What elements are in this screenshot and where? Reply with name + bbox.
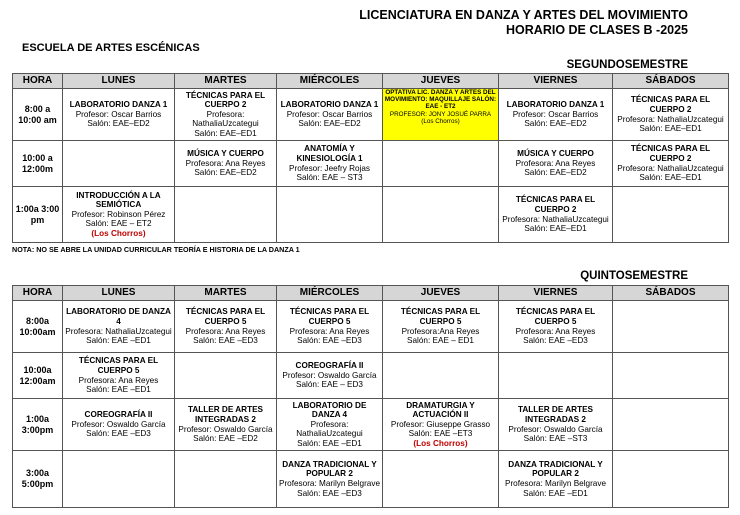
class-cell xyxy=(277,399,383,451)
column-header: VIERNES xyxy=(499,286,613,301)
class-detail: Profesor: Giuseppe Grasso xyxy=(390,419,491,429)
class-detail: Salón: EAE – ET2 xyxy=(85,219,152,229)
class-detail: Profesora: NathaliaUzcategui xyxy=(192,109,259,129)
class-detail: Salón: EAE –ED3 xyxy=(523,336,588,346)
column-header: MARTES xyxy=(175,74,277,89)
schedule-row xyxy=(13,141,729,187)
column-header: JUEVES xyxy=(383,286,499,301)
class-detail: Salón: EAE – ST3 xyxy=(296,173,363,183)
class-cell xyxy=(499,187,613,243)
class-detail: Salón: EAE –ED1 xyxy=(297,438,362,448)
class-title: MÚSICA Y CUERPO xyxy=(517,149,594,159)
class-detail: Profesora: NathaliaUzcategui xyxy=(296,419,363,439)
column-header: SÁBADOS xyxy=(613,74,729,89)
empty-cell xyxy=(613,187,729,243)
empty-cell xyxy=(613,301,729,353)
class-cell xyxy=(175,399,277,451)
class-title: COREOGRAFÍA II xyxy=(84,410,153,420)
class-detail: Profesor: Oswaldo García xyxy=(71,419,166,429)
schedule-table-sem2 xyxy=(12,73,729,243)
class-detail: Profesor: Oswaldo García xyxy=(508,424,603,434)
class-detail: Salón: EAE–ED2 xyxy=(524,119,587,129)
class-detail: Salón: EAE –ED3 xyxy=(297,336,362,346)
empty-cell xyxy=(277,187,383,243)
empty-cell xyxy=(613,353,729,399)
class-detail: Salón: EAE–ED2 xyxy=(194,168,257,178)
note-text: NOTA: NO SE ABRE LA UNIDAD CURRICULAR TEORÍA E HISTORIA DE LA DANZA 1 xyxy=(12,245,300,254)
class-detail: Salón: EAE –ED3 xyxy=(297,488,362,498)
semester-label-2: SEGUNDOSEMESTRE xyxy=(566,59,688,71)
class-detail: Salón: EAE–ED1 xyxy=(639,124,702,134)
class-title: LABORATORIO DE DANZA 4 xyxy=(66,307,171,326)
class-detail: Profesor: Oscar Barrios xyxy=(75,109,162,119)
class-detail: Profesor: Oscar Barrios xyxy=(286,109,373,119)
class-cell xyxy=(63,301,175,353)
class-cell xyxy=(277,353,383,399)
class-title: TÉCNICAS PARA EL CUERPO 2 xyxy=(515,195,596,214)
class-detail: Profesora: Ana Reyes xyxy=(185,158,266,168)
class-detail: Profesora: NathaliaUzcategui xyxy=(617,114,724,124)
class-detail: Profesora: Ana Reyes xyxy=(515,326,596,336)
class-detail: Salón: EAE –ED1 xyxy=(523,488,588,498)
class-cell xyxy=(613,141,729,187)
class-detail: Profesora: Ana Reyes xyxy=(78,375,159,385)
class-detail: Profesor: Oswaldo García xyxy=(282,370,377,380)
schedule-row xyxy=(13,451,729,508)
class-title: TALLER DE ARTES INTEGRADAS 2 xyxy=(187,405,264,424)
class-cell xyxy=(277,89,383,141)
class-title: ANATOMÍA Y KINESIOLOGÍA 1 xyxy=(296,144,363,163)
class-cell xyxy=(499,89,613,141)
class-detail: Profesora: NathaliaUzcategui xyxy=(617,163,724,173)
class-title: INTRODUCCIÓN A LA SEMIÓTICA xyxy=(76,190,161,210)
class-title: TÉCNICAS PARA EL CUERPO 5 xyxy=(400,307,481,326)
column-header: VIERNES xyxy=(499,74,613,89)
empty-cell xyxy=(383,451,499,508)
column-header: HORA xyxy=(13,74,63,89)
column-header: MIÉRCOLES xyxy=(277,74,383,89)
empty-cell xyxy=(383,353,499,399)
class-detail: Salón: EAE –ED3 xyxy=(193,336,258,346)
class-detail: Salón: EAE–ED1 xyxy=(524,224,587,234)
empty-cell xyxy=(175,353,277,399)
class-title: TÉCNICAS PARA EL CUERPO 5 xyxy=(185,307,266,326)
class-title: LABORATORIO DANZA 1 xyxy=(506,100,605,110)
class-detail: Salón: EAE –ED2 xyxy=(193,434,258,444)
location-note: (Los Chorros) xyxy=(421,117,460,125)
schedule-row xyxy=(13,89,729,141)
column-header: JUEVES xyxy=(383,74,499,89)
column-header: LUNES xyxy=(63,286,175,301)
class-detail: Salón: EAE –ET3 xyxy=(408,429,473,439)
class-detail: Profesora: Marilyn Belgrave xyxy=(278,479,381,488)
class-title: MÚSICA Y CUERPO xyxy=(187,149,264,159)
class-title: TÉCNICAS PARA EL CUERPO 5 xyxy=(289,307,370,326)
class-detail: Profesora: Ana Reyes xyxy=(515,158,596,168)
class-cell xyxy=(63,353,175,399)
class-title: DANZA TRADICIONAL Y POPULAR 2 xyxy=(282,459,377,479)
class-detail: Salón: EAE –ED3 xyxy=(86,429,151,439)
class-cell xyxy=(499,301,613,353)
class-cell xyxy=(499,399,613,451)
class-cell xyxy=(277,301,383,353)
column-header: MARTES xyxy=(175,286,277,301)
empty-cell xyxy=(175,451,277,508)
class-cell xyxy=(175,141,277,187)
schedule-table-sem5 xyxy=(12,285,729,508)
title-line-2: HORARIO DE CLASES B -2025 xyxy=(506,23,688,37)
class-detail: Profesor: Jeefry Rojas xyxy=(289,163,370,173)
class-detail: Salón: EAE –ST3 xyxy=(523,434,588,444)
class-detail: Profesor: Oscar Barrios xyxy=(512,109,599,119)
class-cell xyxy=(499,141,613,187)
schedule-row xyxy=(13,353,729,399)
class-cell xyxy=(383,399,499,451)
class-detail: Profesora: NathaliaUzcategui xyxy=(502,214,609,224)
class-detail: Salón: EAE –ED1 xyxy=(86,385,151,395)
class-detail: Salón: EAE – ED3 xyxy=(296,380,363,390)
class-title: DRAMATURGIA Y ACTUACIÓN II xyxy=(406,400,475,420)
column-header: SÁBADOS xyxy=(613,286,729,301)
class-detail: Profesora: Marilyn Belgrave xyxy=(504,479,607,488)
class-detail: Profesor: Oswaldo García xyxy=(178,424,273,434)
class-title: TÉCNICAS PARA EL CUERPO 5 xyxy=(78,356,159,375)
school-name: ESCUELA DE ARTES ESCÉNICAS xyxy=(22,42,200,54)
class-title: TALLER DE ARTES INTEGRADAS 2 xyxy=(517,405,594,424)
location-note: (Los Chorros) xyxy=(413,438,468,448)
empty-cell xyxy=(613,399,729,451)
time-slot: 3:00a 5:00pm xyxy=(13,451,63,508)
class-cell xyxy=(63,89,175,141)
class-detail: Profesora: NathaliaUzcategui xyxy=(65,326,172,336)
empty-cell xyxy=(175,187,277,243)
class-title: TÉCNICAS PARA EL CUERPO 2 xyxy=(630,144,711,163)
schedule-row xyxy=(13,187,729,243)
class-title: TÉCNICAS PARA EL CUERPO 2 xyxy=(185,90,266,110)
class-title: TÉCNICAS PARA EL CUERPO 5 xyxy=(515,307,596,326)
empty-cell xyxy=(383,187,499,243)
class-title: TÉCNICAS PARA EL CUERPO 2 xyxy=(630,95,711,114)
class-title: COREOGRAFÍA II xyxy=(295,361,364,371)
class-cell xyxy=(383,89,499,141)
class-cell xyxy=(277,141,383,187)
class-detail: Profesora:Ana Reyes xyxy=(401,326,480,336)
class-detail: Salón: EAE –ED1 xyxy=(86,336,151,346)
title-line-1: LICENCIATURA EN DANZA Y ARTES DEL MOVIMIENTO xyxy=(359,8,688,22)
column-header: MIÉRCOLES xyxy=(277,286,383,301)
empty-cell xyxy=(63,451,175,508)
class-cell xyxy=(383,301,499,353)
time-slot: 1:00a 3:00pm xyxy=(13,399,63,451)
document-title xyxy=(359,8,688,38)
empty-cell xyxy=(63,141,175,187)
class-title: DANZA TRADICIONAL Y POPULAR 2 xyxy=(508,459,603,479)
class-cell xyxy=(63,399,175,451)
class-detail: Profesora: Ana Reyes xyxy=(185,326,266,336)
class-cell xyxy=(63,187,175,243)
class-title: OPTATIVA LIC. DANZA Y ARTES DEL MOVIMIENTO: MAQUILLAJE SALÓN: EAE - ET2 xyxy=(384,89,497,111)
header-row xyxy=(13,286,729,301)
time-slot: 8:00 a 10:00 am xyxy=(13,89,63,141)
class-detail: Salón: EAE–ED1 xyxy=(194,128,257,138)
column-header: HORA xyxy=(13,286,63,301)
class-title: LABORATORIO DANZA 1 xyxy=(69,100,168,110)
column-header: LUNES xyxy=(63,74,175,89)
schedule-row xyxy=(13,301,729,353)
class-detail: Profesor: Robinson Pérez xyxy=(71,209,166,219)
empty-cell xyxy=(499,353,613,399)
class-title: LABORATORIO DE DANZA 4 xyxy=(292,400,367,420)
schedule-row xyxy=(13,399,729,451)
class-cell xyxy=(175,301,277,353)
class-cell xyxy=(175,89,277,141)
class-cell xyxy=(277,451,383,508)
class-detail: Salón: EAE–ED1 xyxy=(639,173,702,183)
location-note: (Los Chorros) xyxy=(91,228,146,238)
time-slot: 10:00a 12:00am xyxy=(13,353,63,399)
class-cell xyxy=(499,451,613,508)
class-detail: Salón: EAE–ED2 xyxy=(87,119,150,129)
class-detail: Salón: EAE – ED1 xyxy=(407,336,474,346)
class-detail: Profesora: Ana Reyes xyxy=(289,326,370,336)
class-detail: Salón: EAE–ED2 xyxy=(298,119,361,129)
time-slot: 1:00a 3:00 pm xyxy=(13,187,63,243)
time-slot: 8:00a 10:00am xyxy=(13,301,63,353)
empty-cell xyxy=(613,451,729,508)
class-title: LABORATORIO DANZA 1 xyxy=(280,100,379,110)
semester-label-5: QUINTOSEMESTRE xyxy=(580,270,688,282)
class-detail: PROFESOR: JONY JOSUÉ PARRA xyxy=(389,110,492,118)
class-cell xyxy=(613,89,729,141)
class-detail: Salón: EAE–ED2 xyxy=(524,168,587,178)
header-row xyxy=(13,74,729,89)
time-slot: 10:00 a 12:00m xyxy=(13,141,63,187)
empty-cell xyxy=(383,141,499,187)
